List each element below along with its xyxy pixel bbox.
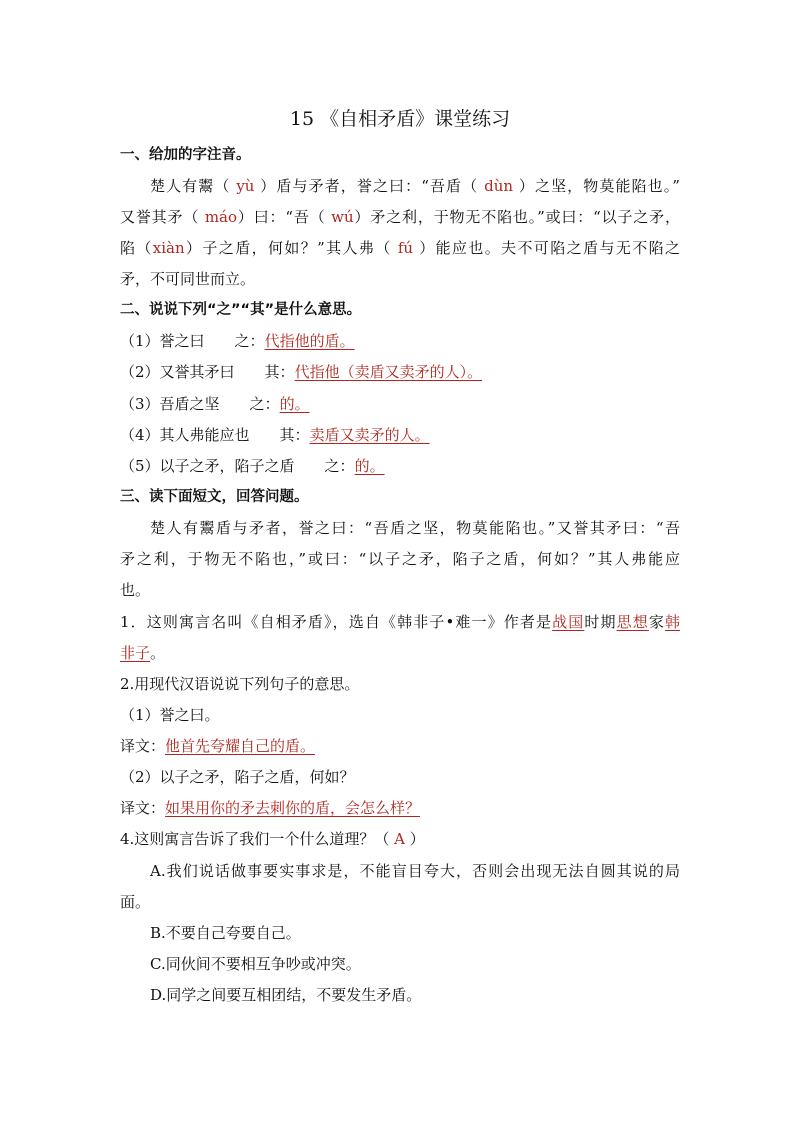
translation-2: 译文：如果用你的矛去刺你的盾，会怎么样？	[120, 799, 421, 817]
question-1-cont: 非子。	[120, 644, 166, 662]
s1-line-1: 楚人有鬻（ yù ）盾与矛者，誉之曰：“吾盾（ dùn ）之坚，物莫能陷也。”	[150, 177, 680, 195]
s2-item-2: （2）又誉其矛曰 其：代指他（卖盾又卖矛的人）。	[120, 363, 483, 381]
pinyin-xian: xiàn	[152, 239, 185, 257]
answer-author-1: 韩	[664, 613, 680, 631]
question-2: 2.用现代汉语说说下列句子的意思。	[120, 675, 360, 693]
answer-4: 卖盾又卖矛的人。	[309, 426, 430, 444]
pinyin-dun: dùn	[484, 177, 514, 195]
answer-1: 代指他的盾。	[264, 332, 355, 350]
option-a-line-1: A.我们说话做事要实事求是，不能盲目夸大，否则会出现无法自圆其说的局	[150, 862, 680, 880]
answer-5: 的。	[354, 457, 385, 475]
answer-era: 战国	[552, 613, 585, 631]
answer-3: 的。	[279, 395, 310, 413]
option-c: C.同伙间不要相互争吵或冲突。	[150, 955, 361, 973]
passage-line-1: 楚人有鬻盾与矛者，誉之曰：“吾盾之坚，物莫能陷也。”又誉其矛曰：“吾	[150, 519, 680, 537]
pinyin-mao: máo	[204, 208, 238, 226]
question-1: 1．这则寓言名叫《自相矛盾》，选自《韩非子•难一》作者是战国时期思想家韩	[120, 613, 680, 631]
answer-2: 代指他（卖盾又卖矛的人）。	[294, 363, 483, 381]
option-b: B.不要自己夸要自己。	[150, 924, 301, 942]
page-title: 15 《自相矛盾》课堂练习	[289, 108, 511, 130]
pinyin-wu: wú	[331, 208, 354, 226]
option-a-line-2: 面。	[120, 893, 151, 911]
answer-thought: 思想	[616, 613, 649, 631]
s2-item-4: （4）其人弗能应也 其：卖盾又卖矛的人。	[120, 426, 430, 444]
s2-item-5: （5）以子之矛，陷子之盾 之：的。	[120, 457, 385, 475]
answer-choice: A	[394, 830, 405, 848]
section3-heading: 三、读下面短文，回答问题。	[120, 489, 309, 505]
pinyin-fu: fú	[397, 239, 414, 257]
question-4: 4.这则寓言告诉了我们一个什么道理？（ A ）	[120, 830, 425, 848]
s2-item-3: （3）吾盾之坚 之：的。	[120, 395, 310, 413]
section1-heading: 一、给加的字注音。	[120, 147, 251, 163]
answer-author-2: 非子	[120, 644, 151, 662]
translation-2-answer: 如果用你的矛去刺你的盾，会怎么样？	[165, 799, 421, 817]
s1-line-3: 陷（xiàn）子之盾，何如？”其人弗（ fú ）能应也。夫不可陷之盾与无不陷之	[120, 239, 680, 257]
passage-line-3: 也。	[120, 581, 151, 599]
s2-item-1: （1）誉之曰 之：代指他的盾。	[120, 332, 355, 350]
s1-line-4: 矛，不可同世而立。	[120, 270, 256, 288]
translation-1-answer: 他首先夸耀自己的盾。	[165, 737, 316, 755]
pinyin-yu: yù	[236, 177, 255, 195]
question-2-2: （2）以子之矛，陷子之盾，何如？	[120, 768, 355, 786]
question-2-1: （1）誉之曰。	[120, 706, 220, 724]
translation-1: 译文：他首先夸耀自己的盾。	[120, 737, 316, 755]
passage-line-2: 矛之利，于物无不陷也，”或曰：“以子之矛，陷子之盾，何如？”其人弗能应	[120, 550, 680, 568]
option-d: D.同学之间要互相团结，不要发生矛盾。	[150, 986, 422, 1004]
section2-heading: 二、说说下列“之”“其”是什么意思。	[120, 302, 362, 318]
s1-line-2: 又誉其矛（ máo）曰：“吾（ wú）矛之利，于物无不陷也。”或曰：“以子之矛，	[120, 208, 680, 226]
